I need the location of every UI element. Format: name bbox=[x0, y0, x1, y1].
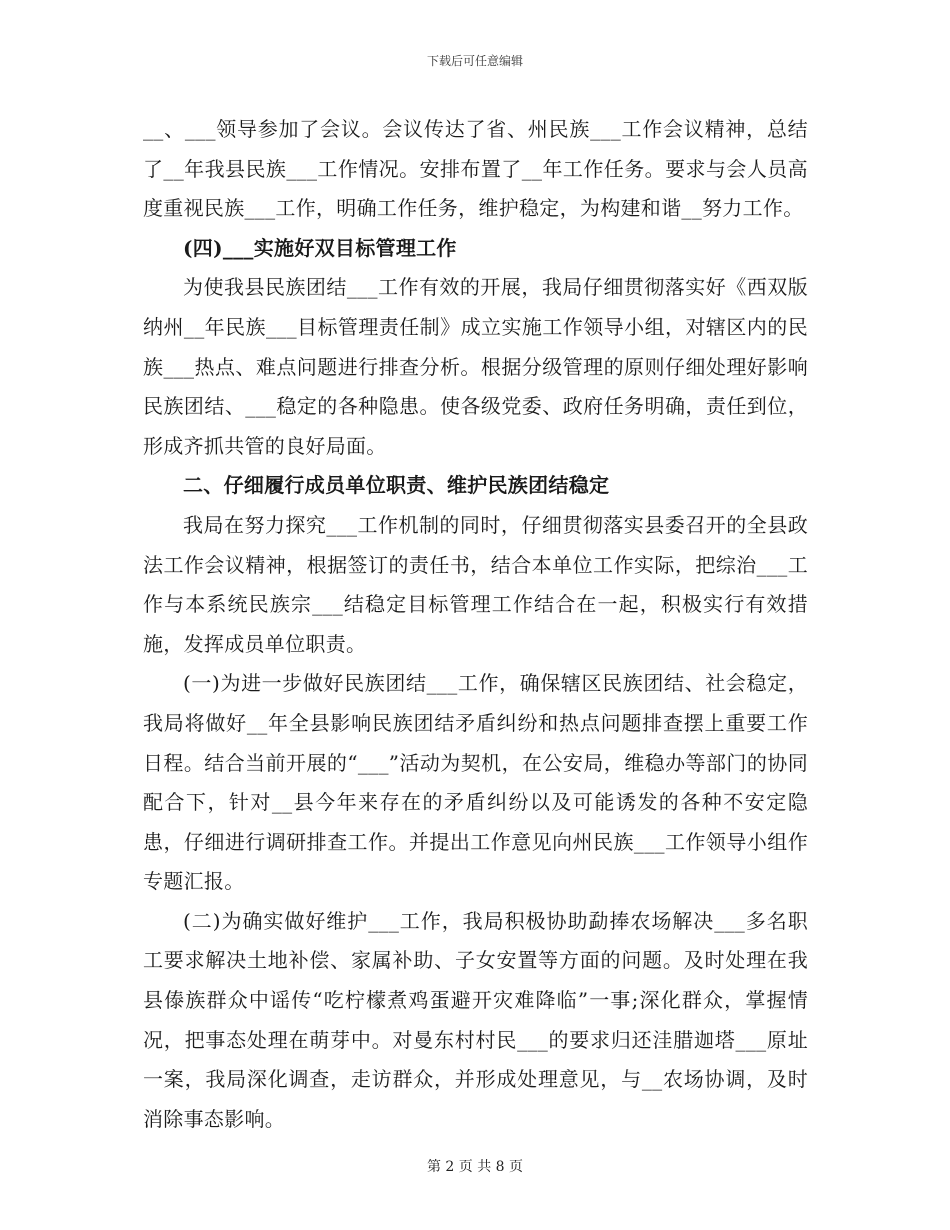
paragraph-item-one: (一)为进一步做好民族团结___工作，确保辖区民族团结、社会稳定，我局将做好__年全县影响民族团结矛盾纠纷和热点问题排查摆上重要工作日程。结合当前开展的“___”活动为契机，在公安局，维稳办等部门的协同配合下，针对__县今年来存在的矛盾纠纷以及可能诱发的各种不安定隐患，仔细进行调研排查工作。并提出工作意见向州民族___工作领导小组作专题汇报。 bbox=[143, 671, 808, 894]
page-footer: 第 2 页 共 8 页 bbox=[426, 1159, 524, 1175]
page-header: 下载后可任意编辑 bbox=[426, 54, 523, 68]
section-heading-four: (四)___实施好双目标管理工作 bbox=[183, 235, 457, 260]
section-heading-two: 二、仔细履行成员单位职责、维护民族团结稳定 bbox=[183, 473, 610, 498]
paragraph-dual-target: 为使我县民族团结___工作有效的开展，我局仔细贯彻落实好《西双版纳州__年民族___目标管理责任制》成立实施工作领导小组，对辖区内的民族___热点、难点问题进行排查分析。根据分级管理的原则仔细处理好影响民族团结、___稳定的各种隐患。使各级党委、政府任务明确，责任到位，形成齐抓共管的良好局面。 bbox=[143, 275, 808, 458]
document-body bbox=[143, 110, 808, 1139]
paragraph-meeting: __、___领导参加了会议。会议传达了省、州民族___工作会议精神，总结了__年我县民族___工作情况。安排布置了__年工作任务。要求与会人员高度重视民族___工作，明确工作任务，维护稳定，为构建和谐__努力工作。 bbox=[143, 117, 808, 221]
paragraph-mechanism: 我局在努力探究___工作机制的同时，仔细贯彻落实县委召开的全县政法工作会议精神，根据签订的责任书，结合本单位工作实际，把综治___工作与本系统民族宗___结稳定目标管理工作结合在一起，积极实行有效措施，发挥成员单位职责。 bbox=[143, 512, 808, 656]
paragraph-item-two: (二)为确实做好维护___工作，我局积极协助勐捧农场解决___多名职工要求解决土地补偿、家属补助、子女安置等方面的问题。及时处理在我县傣族群众中谣传“吃柠檬煮鸡蛋避开灾难降临”一事;深化群众，掌握情况，把事态处理在萌芽中。对曼东村村民___的要求归还洼腊迦塔___原址一案，我局深化调查，走访群众，并形成处理意见，与__农场协调，及时消除事态影响。 bbox=[143, 908, 808, 1131]
